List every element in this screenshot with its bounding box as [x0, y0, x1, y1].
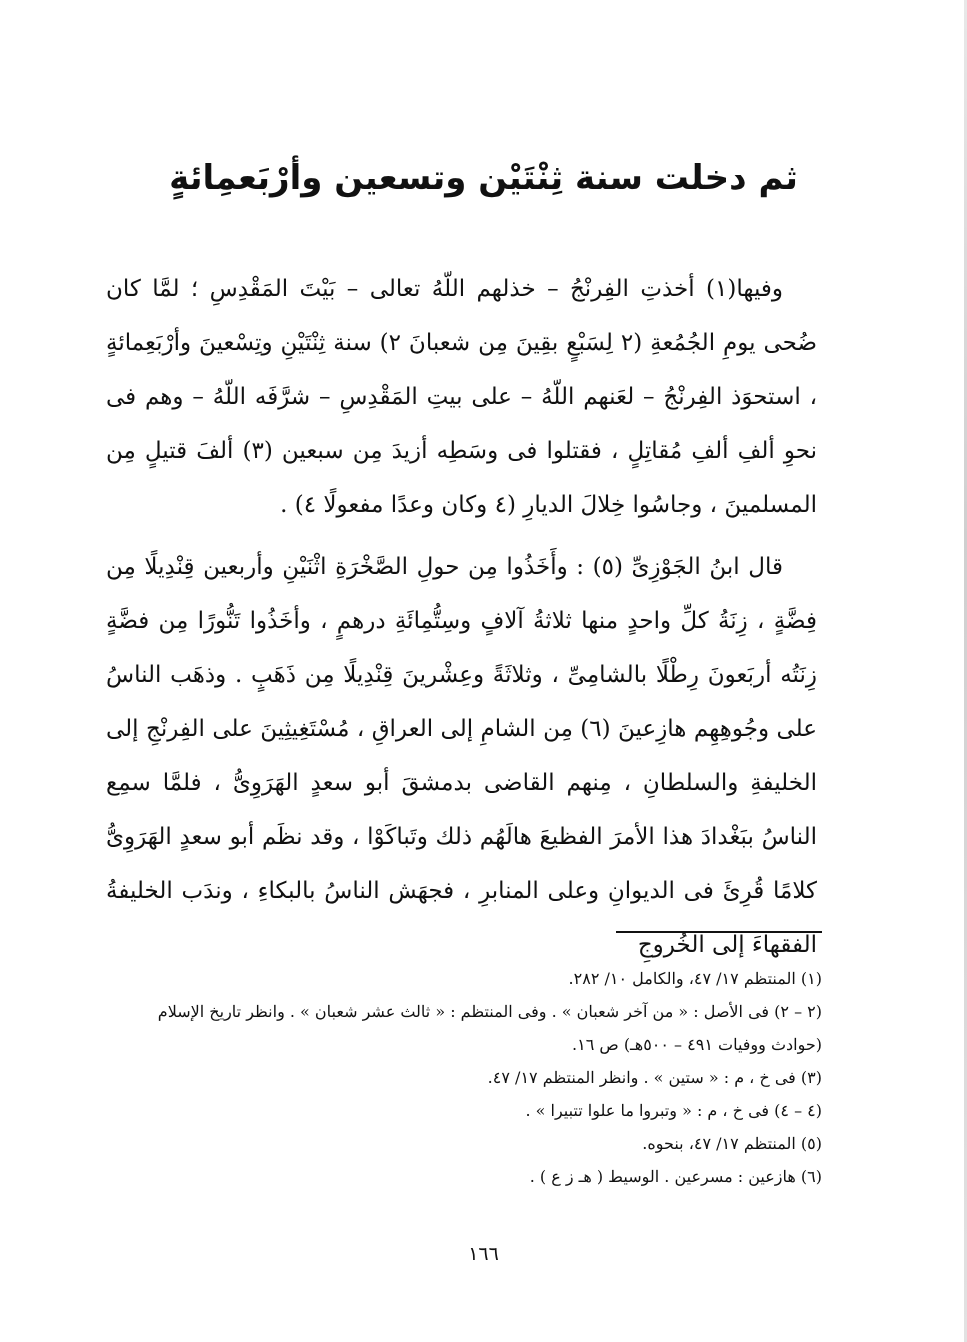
footnote-2: (٢ – ٢) فى الأصل : « من آخر شعبان » . وفى المنتظم : « ثالث عشر شعبان » . وانظر تاريخ الإسلام (حوادث ووفيات ٤٩١ – ٥٠٠هـ) ص ١٦.	[157, 1002, 822, 1054]
chapter-heading: ثم دخلت سنة ثِنْتَيْن وتسعين وأرْبَعمِائةٍ	[169, 158, 798, 198]
footnote-5: (٥) المنتظم ١٧/ ٤٧، بنحوه.	[642, 1134, 822, 1153]
footnote-3: (٣) فى خ ، م : « ستين » . وانظر المنتظم ١٧/ ٤٧.	[487, 1068, 822, 1087]
footnotes	[110, 962, 822, 1193]
footnote-separator	[616, 931, 822, 933]
main-text	[106, 262, 817, 972]
paragraph-2: قال ابنُ الجَوْزِىِّ (٥) : وأَخَذُوا مِن حولِ الصَّخْرَةِ اثْنَيْنِ وأربعين قِنْدِيلًا مِن فِضَّةٍ ، زِنَةُ كلِّ واحدٍ منها ثلاثةُ آلافٍ وسِتُّمِائَةِ درهمٍ ، وأخَذُوا تَنُّورًا مِن فضَّةٍ زِنَتُه أربَعونَ رِطْلًا بالشامِىِّ ، وثلاثَةً وعِشْرينَ قِنْدِيلًا مِن ذَهَبٍ . وذهَب الناسُ على وجُوهِهِم هازِعينَ (٦) مِن الشامِ إلى العراقِ ، مُسْتَغِيثِينَ على الفِرنْجِ إلى الخليفةِ والسلطانِ ، مِنهم القاضى بدمشقَ أبو سعدٍ الهَرَوِىُّ ، فلمَّا سمِع الناسُ ببَغْدادَ هذا الأمرَ الفظيعَ هالَهُم ذلك وتَباكَوْا ، وقد نظَم أبو سعدٍ الهَرَوِىُّ كلامًا قُرِئَ فى الديوانِ وعلى المنابرِ ، فجهَش الناسُ بالبكاءِ ، وندَب الخليفةُ الفقهاءَ إلى الخُروجِ	[106, 554, 817, 958]
footnote-1: (١) المنتظم ١٧/ ٤٧، والكامل ١٠/ ٢٨٢.	[568, 969, 822, 988]
paragraph-1: وفيها(١) أخذتِ الفِرنْجُ – خذلهم اللّهُ تعالى – بَيْتَ المَقْدِسِ ؛ لمَّا كان ضُحى يومِ الجُمُعةِ (٢ لِسَبْعٍ بقِينَ مِن شعبانَ ٢) سنة ثِنْتَيْنِ وتِسْعينَ وأرْبَعِمائةٍ ، استحوَذ الفِرنْجُ – لعَنهم اللّهُ – على بيتِ المَقْدِسِ – شرَّفَه اللّهُ – وهم فى نحوِ ألفِ ألفِ مُقاتِلٍ ، فقتلوا فى وسَطِه أزيدَ مِن سبعين (٣) ألفَ قتيلٍ مِن المسلمينَ ، وجاسُوا خِلالَ الديارِ (٤ وكان وعدًا مفعولًا ٤) .	[106, 276, 817, 518]
footnote-4: (٤ – ٤) فى خ ، م : « وتبروا ما علوا تتبيرا » .	[525, 1101, 822, 1120]
page-number: ١٦٦	[468, 1243, 499, 1265]
footnote-6: (٦) هازعين : مسرعين . الوسيط ( هـ ز ع ) .	[529, 1167, 822, 1186]
